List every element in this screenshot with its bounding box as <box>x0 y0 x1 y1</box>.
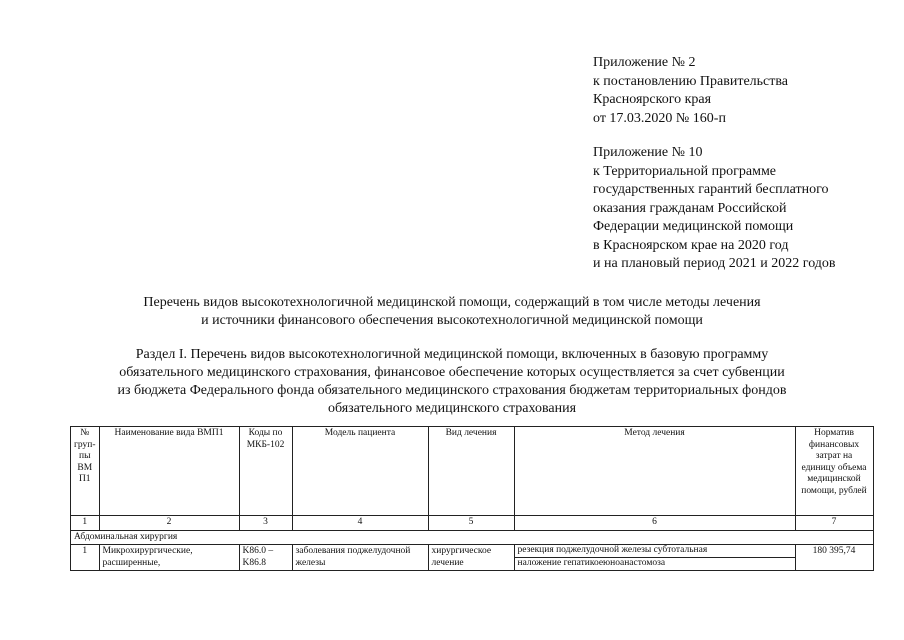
row-method <box>514 545 795 571</box>
appendix2-line: к постановлению Правительства <box>593 73 789 89</box>
appendix10-line: и на плановый период 2021 и 2022 годов <box>593 256 836 271</box>
row-group: 1 <box>71 545 100 571</box>
column-number: 1 <box>71 516 100 531</box>
appendix10-line: оказания гражданам Российской <box>593 200 787 216</box>
vmp-table <box>70 426 874 571</box>
column-number: 6 <box>514 516 795 531</box>
column-number: 5 <box>428 516 514 531</box>
header-name: Наименование вида ВМП1 <box>99 427 239 516</box>
section-line: обязательного медицинского страхования, финансовое обеспечение которых осуществляется за счет субвенции <box>119 365 785 380</box>
table-row <box>71 545 874 571</box>
column-number: 4 <box>292 516 428 531</box>
row-icd: K86.0 – K86.8 <box>239 545 292 571</box>
header-group: № груп-пы ВМ П1 <box>71 427 100 516</box>
row-method-2: наложение гепатикоеюноанастомоза <box>515 557 795 570</box>
row-norm: 180 395,74 <box>795 545 873 571</box>
appendix10-line: в Красноярском крае на 2020 год <box>593 237 789 253</box>
section-label: Абдоминальная хирургия <box>71 530 874 545</box>
appendix2-line: Красноярского края <box>593 92 712 107</box>
appendix10-line: к Территориальной программе <box>593 163 777 179</box>
column-number: 3 <box>239 516 292 531</box>
appendix10-line: Федерации медицинской помощи <box>593 219 794 234</box>
column-number: 2 <box>99 516 239 531</box>
row-model: заболевания поджелудочной железы <box>292 545 428 571</box>
title-line: Перечень видов высокотехнологичной медицинской помощи, содержащий в том числе методы лечения <box>143 295 761 310</box>
column-number: 7 <box>795 516 873 531</box>
header-norm: Норматив финансовых затрат на единицу объема медицинской помощи, рублей <box>795 427 873 516</box>
row-name: Микрохирургические, расширенные, <box>99 545 239 571</box>
document-title <box>0 294 904 330</box>
column-number-row <box>71 516 874 531</box>
section-line: из бюджета Федерального фонда обязательного медицинского страхования бюджетам территориальных фондов <box>117 383 787 398</box>
title-line: и источники финансового обеспечения высокотехнологичной медицинской помощи <box>201 313 703 328</box>
appendix10-line: государственных гарантий бесплатного <box>593 182 829 197</box>
section-row <box>71 530 874 545</box>
appendix10-line: Приложение № 10 <box>593 145 703 160</box>
table-header-row <box>71 427 874 516</box>
appendix2-line: Приложение № 2 <box>593 55 696 70</box>
section-line: Раздел I. Перечень видов высокотехнологичной медицинской помощи, включенных в базовую программу <box>135 347 769 362</box>
section-title <box>0 346 904 418</box>
section-line: обязательного медицинского страхования <box>327 401 577 416</box>
row-treatment: хирургическое лечение <box>428 545 514 571</box>
header-icd: Коды по МКБ-102 <box>239 427 292 516</box>
row-method-1: резекция поджелудочной железы субтотальная <box>517 545 708 555</box>
appendix2-line: от 17.03.2020 № 160-п <box>593 110 726 126</box>
header-method: Метод лечения <box>514 427 795 516</box>
appendix-block <box>593 54 836 274</box>
header-model: Модель пациента <box>292 427 428 516</box>
header-treatment: Вид лечения <box>428 427 514 516</box>
